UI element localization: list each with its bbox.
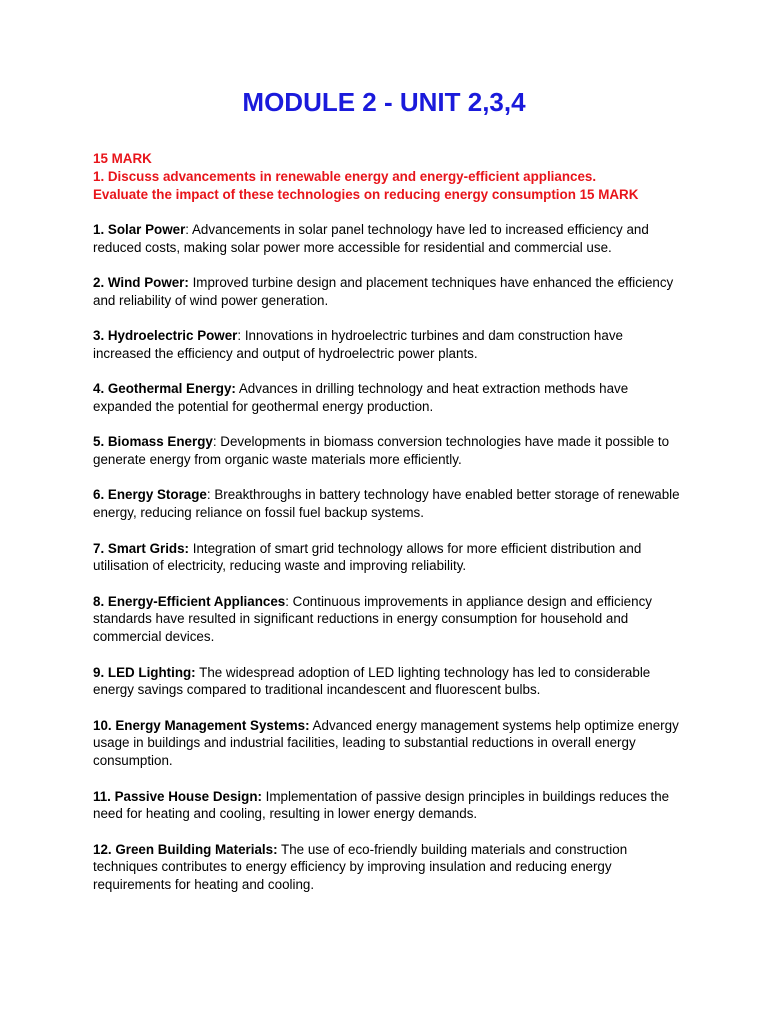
item-heading: 7. Smart Grids: [93,540,189,556]
item-text: Integration of smart grid technology allows for more efficient distribution and utilisation of electricity, reducing waste and improving reliability. [93,540,642,574]
item-heading: 12. Green Building Materials: [93,841,278,857]
list-item [93,664,683,700]
list-item [93,274,683,310]
list-item [93,841,683,894]
item-heading: 3. Hydroelectric Power [93,328,238,344]
list-item [93,717,683,770]
item-text: Improved turbine design and placement techniques have enhanced the efficiency and reliability of wind power generation. [93,275,674,308]
item-heading: 1. Solar Power [93,222,186,237]
item-text: : Developments in biomass conversion technologies have made it possible to generate energy from organic waste materials more efficiently. [93,434,670,468]
item-heading: 2. Wind Power: [93,275,189,291]
item-heading: 5. Biomass Energy [93,434,213,450]
item-heading: 11. Passive House Design: [93,788,262,804]
list-item [93,221,683,257]
item-heading: 4. Geothermal Energy: [93,381,236,397]
item-heading: 6. Energy Storage [93,487,207,503]
item-text: The use of eco-friendly building materials and construction techniques contributes to energy efficiency by improving insulation and reducing energy requirements for heating and cooling. [93,841,628,893]
question-line-2: Evaluate the impact of these technologies on reducing energy consumption 15 MARK [93,186,639,202]
question-line-1: 1. Discuss advancements in renewable energy and energy-efficient appliances. [93,168,597,184]
item-text: Advanced energy management systems help optimize energy usage in buildings and industrial facilities, leading to substantial reductions in overall energy consumption. [93,717,679,769]
item-text: : Advancements in solar panel technology have led to increased efficiency and reduced costs, making solar power more accessible for residential and commercial use. [93,222,649,255]
question-marks: 15 MARK [93,151,152,166]
list-item [93,380,683,416]
item-heading: 10. Energy Management Systems: [93,717,310,733]
answer-list [93,221,683,912]
list-item [93,433,683,469]
item-text: : Innovations in hydroelectric turbines and dam construction have increased the efficiency and output of hydroelectric power plants. [93,328,623,361]
item-text: : Continuous improvements in appliance design and efficiency standards have resulted in significant reductions in energy consumption for household and commercial devices. [93,593,652,645]
list-item [93,788,683,824]
question-block [93,150,693,203]
page-title: MODULE 2 - UNIT 2,3,4 [242,87,526,117]
list-item [93,486,683,522]
item-heading: 8. Energy-Efficient Appliances [93,593,286,609]
item-text: The widespread adoption of LED lighting technology has led to considerable energy savings compared to traditional incandescent and fluorescent bulbs. [93,664,651,698]
item-heading: 9. LED Lighting: [93,664,196,680]
item-text: : Breakthroughs in battery technology have enabled better storage of renewable energy, reducing reliance on fossil fuel backup systems. [93,487,680,521]
item-text: Implementation of passive design principles in buildings reduces the need for heating and cooling, resulting in lower energy demands. [93,788,670,822]
item-text: Advances in drilling technology and heat extraction methods have expanded the potential for geothermal energy production. [93,381,629,415]
list-item [93,327,683,363]
list-item [93,540,683,576]
list-item [93,593,683,646]
